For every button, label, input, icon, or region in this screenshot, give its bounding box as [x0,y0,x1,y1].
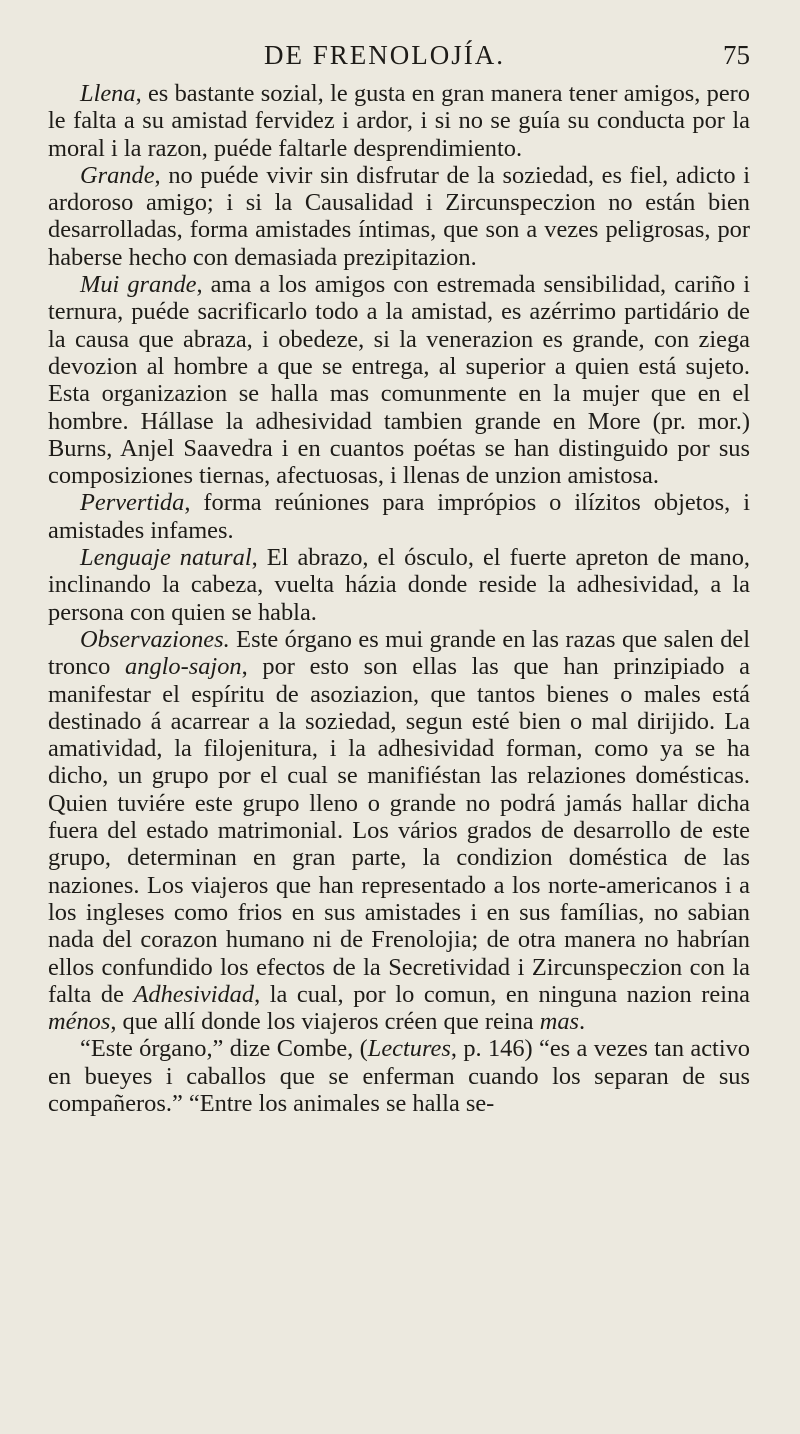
italic-term: anglo-sajon [125,653,242,681]
paragraph-lead: Mui grande [80,271,197,299]
body-text [48,80,750,1117]
paragraph-mui-grande [48,271,750,489]
paragraph-text: , no puéde vivir sin disfrutar de la soziedad, es fiel, adicto i ardoroso amigo; i si la Causalidad i Zircunspeczion no están bien desarrolladas, forma amistades íntimas, que son a vezes peligrosas, por haberse hecho con demasiada prezipitazion. [48,161,750,271]
paragraph-text: , que allí donde los viajeros créen que reina [110,1008,540,1036]
paragraph-text: , El abrazo, el ósculo, el fuerte apreton de mano, inclinando la cabeza, vuelta házia donde reside la adhesividad, a la persona con quien se habla. [48,544,750,626]
paragraph-text: , forma reúniones para imprópios o ilízitos objetos, i amistades infames. [48,489,750,544]
paragraph-text: “Este órgano,” dize Combe, ( [80,1035,368,1063]
paragraph-lenguaje-natural [48,544,750,626]
paragraph-text: . [579,1008,586,1036]
paragraph-lead: Lenguaje natural [80,544,252,572]
italic-term: Adhesividad [133,980,255,1008]
paragraph-lead: Pervertida [80,489,185,517]
italic-term: mas [539,1008,580,1036]
running-head [48,40,750,80]
italic-term: Lectures [367,1035,451,1063]
paragraph-text: , p. 146) “es a vezes tan activo en bueyes i caballos que se enferman cuando los separan de sus compañeros.” “Entre los animales se halla se- [48,1035,750,1117]
paragraph-lead: Observaziones. [80,625,230,653]
paragraph-text: , es bastante sozial, le gusta en gran manera tener amigos, pero le falta a su amistad fervidez i ardor, i si no se guía su conducta por la moral i la razon, puéde faltarle desprendimiento. [48,80,750,162]
italic-term: ménos [48,1008,111,1036]
paragraph-lead: Grande [80,161,155,189]
paragraph-combe-quote [48,1035,750,1117]
paragraph-pervertida [48,489,750,544]
paragraph-observaziones [48,626,750,1035]
page-number: 75 [723,40,750,70]
paragraph-text: Este órgano es mui grande en las razas que salen del tronco [48,625,750,681]
paragraph-lead: Llena [80,80,136,107]
paragraph-grande [48,162,750,271]
paragraph-text: , ama a los amigos con estremada sensibilidad, cariño i ternura, puéde sacrificarlo todo a la amistad, es azérrimo partidário de la causa que abraza, i obedeze, si la venerazion es grande, con ziega devozion al hombre a que se entrega, al superior a quien está sujeto. Esta organizazion se halla mas comunmente en la mujer que en el hombre. Hállase la adhesividad tambien grande en More (pr. mor.) Burns, Anjel Saavedra i en cuantos poétas se han distinguido por sus composiziones tiernas, afectuosas, i llenas de unzion amistosa. [48,271,750,490]
paragraph-llena [48,80,750,162]
paragraph-text: , la cual, por lo comun, en ninguna nazion reina [254,980,750,1008]
paragraph-text: , por esto son ellas las que han prinzipiado a manifestar el espíritu de asoziazion, que tantos bienes o males está destinado á acarrear a la soziedad, segun esté bien o mal dirijido. La amatividad, la filojenitura, i la adhesividad forman, como ya se ha dicho, un grupo por el cual se manifiéstan las relaziones domésticas. Quien tuviére este grupo lleno o grande no podrá jamás hallar dicha fuera del estado matrimonial. Los vários grados de desarrollo de este grupo, determinan en gran parte, la condizion doméstica de las naziones. Los viajeros que han representado a los norte-americanos i a los ingleses como frios en sus amistades i en sus famílias, no sabian nada del corazon humano ni de Frenolojia; de otra manera no habrían ellos confundido los efectos de la Secretividad i Zircunspeczion con la falta de [48,653,750,1008]
running-title: DE FRENOLOJÍA. [264,40,505,70]
